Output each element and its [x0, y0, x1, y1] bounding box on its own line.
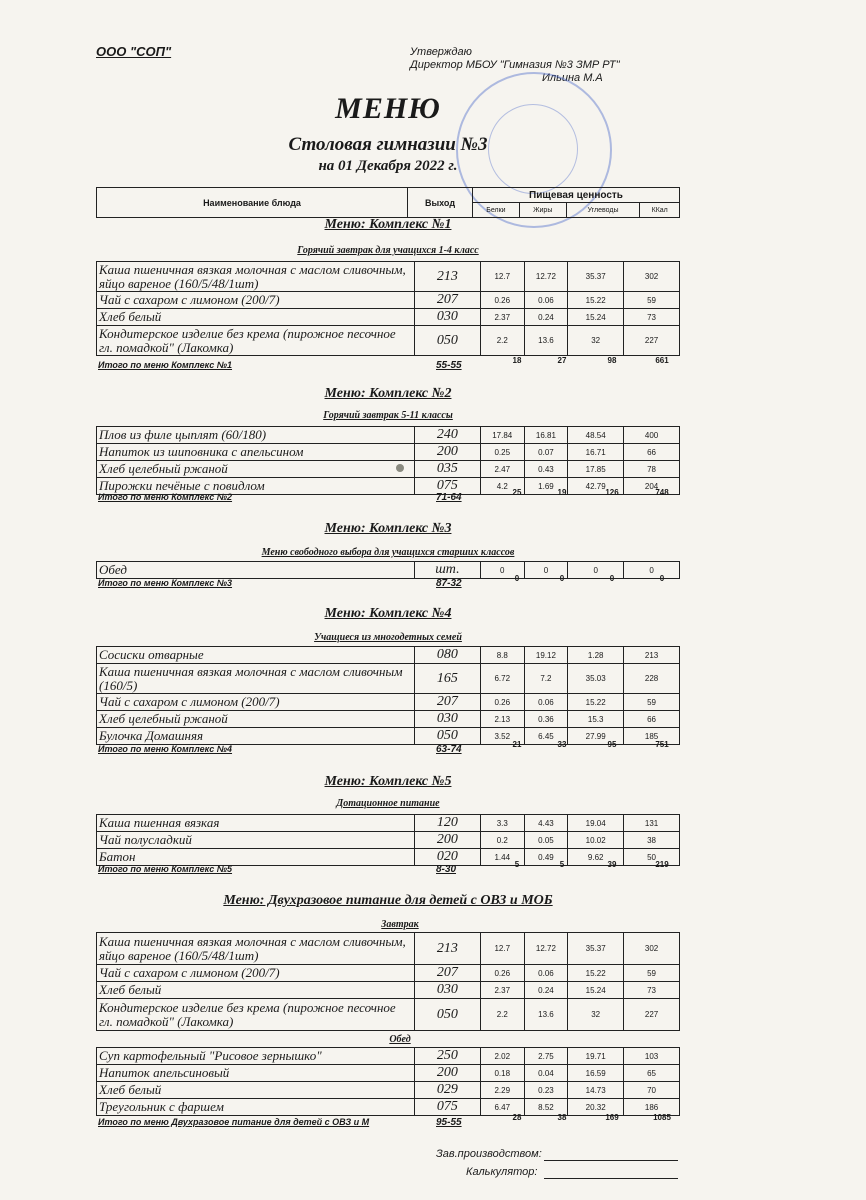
- dish-carbs: 9.62: [568, 849, 624, 866]
- dish-protein: 12.7: [480, 262, 524, 292]
- section-subtitle: Меню свободного выбора для учащихся старших классов: [261, 547, 515, 558]
- complex-price: 8-30: [436, 864, 457, 875]
- dish-kcal: 400: [624, 427, 680, 444]
- section-title: Меню: Комплекс №5: [324, 774, 452, 789]
- dish-fat: 0.24: [524, 309, 568, 326]
- total-k: 219: [655, 860, 669, 869]
- total-k: 0: [659, 574, 665, 583]
- dish-name: Хлеб целебный ржаной: [97, 711, 415, 728]
- total-p: 0: [514, 574, 520, 583]
- dish-fat: 2.75: [524, 1048, 568, 1065]
- dish-output: 165: [414, 664, 480, 694]
- dish-name: Хлеб белый: [97, 309, 415, 326]
- total-f: 27: [557, 356, 567, 365]
- col-kcal-header: ККал: [640, 203, 680, 218]
- breakfast-subtitle: Завтрак: [381, 919, 419, 930]
- dish-name: Кондитерское изделие без крема (пирожное песочное гл. помадкой" (Лакомка): [97, 999, 415, 1031]
- table-row: [97, 326, 680, 356]
- dish-name: Суп картофельный "Рисовое зернышко": [97, 1048, 415, 1065]
- dish-kcal: 59: [624, 292, 680, 309]
- dish-fat: 0.05: [524, 832, 568, 849]
- dish-name: Сосиски отварные: [97, 647, 415, 664]
- table-row: [97, 262, 680, 292]
- total-label: Итого по меню Комплекс №5: [98, 864, 233, 874]
- dish-fat: 16.81: [524, 427, 568, 444]
- section-subtitle: Горячий завтрак 5-11 классы: [323, 410, 453, 421]
- table-row: [97, 427, 680, 444]
- section-subtitle: Дотационное питание: [336, 798, 440, 809]
- section-title: Меню: Комплекс №4: [324, 606, 452, 621]
- dish-kcal: 73: [624, 309, 680, 326]
- dish-fat: 0.43: [524, 461, 568, 478]
- col-nutrition-header: Пищевая ценность: [473, 188, 680, 203]
- total-k: 751: [655, 740, 669, 749]
- dish-fat: 0.36: [524, 711, 568, 728]
- dish-protein: 0.26: [480, 965, 524, 982]
- footer-calculator-label: Калькулятор:: [466, 1166, 538, 1178]
- dish-carbs: 35.37: [568, 262, 624, 292]
- dish-protein: 8.8: [480, 647, 524, 664]
- dish-carbs: 48.54: [568, 427, 624, 444]
- dish-protein: 3.52: [480, 728, 524, 745]
- dish-output: 030: [414, 982, 480, 999]
- menu-table: [96, 1047, 680, 1116]
- table-row: [97, 965, 680, 982]
- organization-name: ООО "СОП": [96, 44, 172, 59]
- dish-protein: 2.37: [480, 982, 524, 999]
- dish-name: Напиток из шиповника с апельсином: [97, 444, 415, 461]
- dish-name: Чай с сахаром с лимоном (200/7): [97, 292, 415, 309]
- section-subtitle: Горячий завтрак для учащихся 1-4 класс: [297, 245, 479, 256]
- dish-name: Напиток апельсиновый: [97, 1065, 415, 1082]
- dish-carbs: 35.37: [568, 933, 624, 965]
- menu-table: [96, 426, 680, 495]
- table-row: [97, 815, 680, 832]
- page-title: МЕНЮ: [335, 92, 441, 125]
- dish-name: Кондитерское изделие без крема (пирожное песочное гл. помадкой" (Лакомка): [97, 326, 415, 356]
- dish-name: Чай с сахаром с лимоном (200/7): [97, 694, 415, 711]
- dish-kcal: 213: [624, 647, 680, 664]
- dish-fat: 12.72: [524, 262, 568, 292]
- total-label: Итого по меню Комплекс №3: [98, 578, 233, 588]
- dish-fat: 0.06: [524, 965, 568, 982]
- dish-output: 050: [414, 999, 480, 1031]
- complex-price: 63-74: [436, 744, 462, 755]
- dish-output: 207: [414, 965, 480, 982]
- dish-fat: 13.6: [524, 999, 568, 1031]
- dish-carbs: 15.24: [568, 309, 624, 326]
- dish-kcal: 65: [624, 1065, 680, 1082]
- complex-price: 55-55: [436, 360, 462, 371]
- dish-kcal: 131: [624, 815, 680, 832]
- total-f: 38: [557, 1113, 567, 1122]
- dish-fat: 0: [524, 562, 568, 579]
- dish-carbs: 10.02: [568, 832, 624, 849]
- total-c: 98: [607, 356, 617, 365]
- dish-kcal: 78: [624, 461, 680, 478]
- dish-output: 200: [414, 1065, 480, 1082]
- dish-kcal: 59: [624, 965, 680, 982]
- dish-carbs: 15.22: [568, 694, 624, 711]
- table-row: [97, 647, 680, 664]
- dish-carbs: 0: [568, 562, 624, 579]
- dish-kcal: 228: [624, 664, 680, 694]
- total-p: 28: [512, 1113, 522, 1122]
- menu-table: [96, 261, 680, 356]
- complex-price: 87-32: [436, 578, 462, 589]
- dish-protein: 4.2: [480, 478, 524, 495]
- dish-output: 207: [414, 694, 480, 711]
- dish-protein: 6.47: [480, 1099, 524, 1116]
- dish-kcal: 103: [624, 1048, 680, 1065]
- col-output-header: Выход: [408, 188, 473, 218]
- dish-carbs: 20.32: [568, 1099, 624, 1116]
- dish-carbs: 35.03: [568, 664, 624, 694]
- column-header-table: [96, 187, 680, 218]
- dish-name: Пирожки печёные с повидлом: [97, 478, 415, 495]
- dish-kcal: 38: [624, 832, 680, 849]
- dish-carbs: 16.71: [568, 444, 624, 461]
- dish-output: 240: [414, 427, 480, 444]
- dish-carbs: 15.24: [568, 982, 624, 999]
- lunch-subtitle: Обед: [389, 1034, 411, 1045]
- footer-calculator-line: [544, 1177, 678, 1179]
- dish-fat: 0.24: [524, 982, 568, 999]
- dish-protein: 2.13: [480, 711, 524, 728]
- page-subtitle: Столовая гимназии №3: [288, 134, 488, 155]
- total-p: 25: [512, 488, 522, 497]
- dish-protein: 17.84: [480, 427, 524, 444]
- total-c: 169: [605, 1113, 619, 1122]
- table-row: [97, 711, 680, 728]
- dish-carbs: 15.3: [568, 711, 624, 728]
- table-row: [97, 1065, 680, 1082]
- dish-carbs: 32: [568, 999, 624, 1031]
- dish-output: 050: [414, 728, 480, 745]
- total-k: 1085: [653, 1113, 671, 1122]
- dish-fat: 0.07: [524, 444, 568, 461]
- dish-output: 035: [414, 461, 480, 478]
- dish-output: 075: [414, 1099, 480, 1116]
- dish-protein: 6.72: [480, 664, 524, 694]
- dish-output: шт.: [414, 562, 480, 579]
- dish-carbs: 15.22: [568, 965, 624, 982]
- dish-kcal: 302: [624, 262, 680, 292]
- total-label: Итого по меню Комплекс №4: [98, 744, 233, 754]
- dish-carbs: 16.59: [568, 1065, 624, 1082]
- dish-kcal: 50: [624, 849, 680, 866]
- dish-name: Обед: [97, 562, 415, 579]
- col-name-header: Наименование блюда: [97, 188, 408, 218]
- dish-protein: 0.18: [480, 1065, 524, 1082]
- dish-name: Батон: [97, 849, 415, 866]
- dish-protein: 1.44: [480, 849, 524, 866]
- dish-output: 207: [414, 292, 480, 309]
- dish-carbs: 19.71: [568, 1048, 624, 1065]
- dish-protein: 0.26: [480, 292, 524, 309]
- dish-output: 050: [414, 326, 480, 356]
- dish-kcal: 70: [624, 1082, 680, 1099]
- menu-table: [96, 646, 680, 745]
- total-k: 661: [655, 356, 669, 365]
- section-title: Меню: Двухразовое питание для детей с ОВЗ и МОБ: [223, 893, 553, 908]
- dish-carbs: 14.73: [568, 1082, 624, 1099]
- dish-output: 080: [414, 647, 480, 664]
- dish-kcal: 59: [624, 694, 680, 711]
- dish-carbs: 1.28: [568, 647, 624, 664]
- complex-price: 95-55: [436, 1117, 462, 1128]
- dish-name: Каша пшеничная вязкая молочная с маслом сливочным, яйцо вареное (160/5/48/1шт): [97, 262, 415, 292]
- dish-protein: 2.47: [480, 461, 524, 478]
- dish-protein: 2.2: [480, 999, 524, 1031]
- dish-protein: 0.26: [480, 694, 524, 711]
- dish-output: 030: [414, 711, 480, 728]
- dish-name: Хлеб белый: [97, 982, 415, 999]
- dish-fat: 0.06: [524, 694, 568, 711]
- table-row: [97, 664, 680, 694]
- dish-protein: 2.29: [480, 1082, 524, 1099]
- table-row: [97, 461, 680, 478]
- dish-protein: 2.37: [480, 309, 524, 326]
- dish-kcal: 185: [624, 728, 680, 745]
- dish-protein: 0: [480, 562, 524, 579]
- total-c: 95: [607, 740, 617, 749]
- dish-fat: 1.69: [524, 478, 568, 495]
- approval-signature-name: Ильина М.А: [542, 72, 603, 84]
- total-f: 5: [559, 860, 565, 869]
- dish-protein: 0.25: [480, 444, 524, 461]
- dish-output: 200: [414, 444, 480, 461]
- scan-mark-icon: [396, 464, 404, 472]
- dish-carbs: 19.04: [568, 815, 624, 832]
- menu-table: [96, 814, 680, 866]
- table-row: [97, 1048, 680, 1065]
- total-p: 21: [512, 740, 522, 749]
- dish-fat: 0.49: [524, 849, 568, 866]
- dish-protein: 12.7: [480, 933, 524, 965]
- dish-protein: 3.3: [480, 815, 524, 832]
- table-row: [97, 694, 680, 711]
- dish-kcal: 66: [624, 711, 680, 728]
- col-carbs-header: Углеводы: [566, 203, 640, 218]
- dish-output: 029: [414, 1082, 480, 1099]
- dish-name: Хлеб белый: [97, 1082, 415, 1099]
- dish-name: Каша пшеничная вязкая молочная с маслом сливочным, яйцо вареное (160/5/48/1шт): [97, 933, 415, 965]
- dish-output: 120: [414, 815, 480, 832]
- dish-output: 075: [414, 478, 480, 495]
- dish-fat: 0.04: [524, 1065, 568, 1082]
- total-label: Итого по меню Комплекс №1: [98, 360, 233, 370]
- dish-fat: 8.52: [524, 1099, 568, 1116]
- table-row: [97, 933, 680, 965]
- total-p: 18: [512, 356, 522, 365]
- dish-output: 020: [414, 849, 480, 866]
- dish-output: 200: [414, 832, 480, 849]
- dish-output: 250: [414, 1048, 480, 1065]
- dish-name: Хлеб целебный ржаной: [97, 461, 415, 478]
- total-f: 0: [559, 574, 565, 583]
- dish-output: 213: [414, 262, 480, 292]
- dish-kcal: 66: [624, 444, 680, 461]
- dish-carbs: 32: [568, 326, 624, 356]
- total-c: 39: [607, 860, 617, 869]
- section-subtitle: Учащиеся из многодетных семей: [314, 632, 462, 643]
- total-f: 33: [557, 740, 567, 749]
- dish-fat: 0.06: [524, 292, 568, 309]
- dish-fat: 6.45: [524, 728, 568, 745]
- dish-fat: 7.2: [524, 664, 568, 694]
- dish-name: Чай с сахаром с лимоном (200/7): [97, 965, 415, 982]
- table-row: [97, 982, 680, 999]
- dish-kcal: 0: [624, 562, 680, 579]
- dish-kcal: 73: [624, 982, 680, 999]
- dish-output: 030: [414, 309, 480, 326]
- total-f: 19: [557, 488, 567, 497]
- footer-production-line: [544, 1159, 678, 1161]
- dish-fat: 12.72: [524, 933, 568, 965]
- col-fat-header: Жиры: [519, 203, 566, 218]
- dish-fat: 0.23: [524, 1082, 568, 1099]
- total-label: Итого по меню Двухразовое питание для детей с ОВЗ и М: [98, 1117, 370, 1127]
- dish-name: Каша пшенная вязкая: [97, 815, 415, 832]
- table-row: [97, 292, 680, 309]
- dish-fat: 19.12: [524, 647, 568, 664]
- dish-protein: 0.2: [480, 832, 524, 849]
- menu-table: [96, 932, 680, 1031]
- dish-protein: 2.02: [480, 1048, 524, 1065]
- dish-output: 213: [414, 933, 480, 965]
- dish-name: Каша пшеничная вязкая молочная с маслом сливочным (160/5): [97, 664, 415, 694]
- dish-kcal: 302: [624, 933, 680, 965]
- total-label: Итого по меню Комплекс №2: [98, 492, 233, 502]
- table-row: [97, 999, 680, 1031]
- section-title: Меню: Комплекс №2: [324, 386, 452, 401]
- footer-production-label: Зав.производством:: [436, 1148, 542, 1160]
- dish-name: Булочка Домашняя: [97, 728, 415, 745]
- approval-label: Утверждаю: [410, 46, 472, 58]
- total-c: 126: [605, 488, 619, 497]
- section-title: Меню: Комплекс №3: [324, 521, 452, 536]
- dish-name: Плов из филе цыплят (60/180): [97, 427, 415, 444]
- dish-name: Чай полусладкий: [97, 832, 415, 849]
- dish-name: Треугольник с фаршем: [97, 1099, 415, 1116]
- menu-date: на 01 Декабря 2022 г.: [318, 158, 458, 174]
- dish-kcal: 186: [624, 1099, 680, 1116]
- complex-price: 71-64: [436, 492, 462, 503]
- table-row: [97, 444, 680, 461]
- col-protein-header: Белки: [473, 203, 520, 218]
- dish-fat: 4.43: [524, 815, 568, 832]
- dish-carbs: 27.99: [568, 728, 624, 745]
- approval-director: Директор МБОУ "Гимназия №3 ЗМР РТ": [410, 59, 620, 71]
- table-row: [97, 1082, 680, 1099]
- total-c: 0: [609, 574, 615, 583]
- dish-carbs: 42.79: [568, 478, 624, 495]
- dish-carbs: 15.22: [568, 292, 624, 309]
- dish-kcal: 227: [624, 999, 680, 1031]
- dish-carbs: 17.85: [568, 461, 624, 478]
- dish-protein: 2.2: [480, 326, 524, 356]
- total-p: 5: [514, 860, 520, 869]
- table-row: [97, 832, 680, 849]
- table-row: [97, 309, 680, 326]
- dish-kcal: 204: [624, 478, 680, 495]
- section-title: Меню: Комплекс №1: [324, 217, 452, 232]
- total-k: 748: [655, 488, 669, 497]
- dish-fat: 13.6: [524, 326, 568, 356]
- dish-kcal: 227: [624, 326, 680, 356]
